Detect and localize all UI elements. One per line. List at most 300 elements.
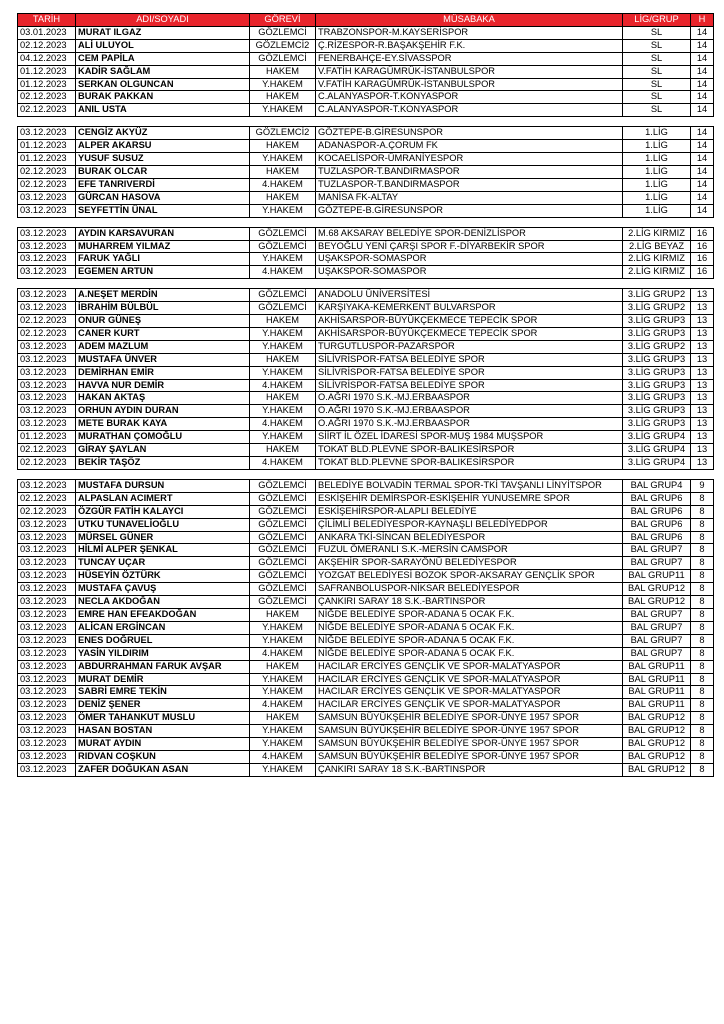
cell-league: BAL GRUP11 (623, 673, 691, 686)
table-row (18, 327, 714, 340)
cell-match: NİĞDE BELEDİYE SPOR-ADANA 5 OCAK F.K. (316, 608, 623, 621)
cell-match: ANKARA TKİ-SİNCAN BELEDİYESPOR (316, 531, 623, 544)
cell-date: 02.12.2023 (18, 104, 76, 117)
cell-league: 3.LİG GRUP3 (623, 418, 691, 431)
table-body (18, 26, 714, 776)
cell-league: BAL GRUP6 (623, 505, 691, 518)
cell-role: GÖZLEMCİ (250, 596, 316, 609)
cell-league: BAL GRUP11 (623, 570, 691, 583)
cell-role: HAKEM (250, 191, 316, 204)
cell-h: 13 (691, 418, 714, 431)
cell-match: ÇİLİMLİ BELEDİYESPOR-KAYNAŞLI BELEDİYEDPOR (316, 518, 623, 531)
cell-date: 03.12.2023 (18, 647, 76, 660)
cell-date: 03.12.2023 (18, 366, 76, 379)
separator-cell (18, 469, 714, 479)
cell-match: GÖZTEPE-B.GİRESUNSPOR (316, 127, 623, 140)
cell-role: 4.HAKEM (250, 379, 316, 392)
cell-match: KOCAELİSPOR-ÜMRANİYESPOR (316, 153, 623, 166)
cell-name: İBRAHİM BÜLBÜL (76, 302, 250, 315)
cell-role: 4.HAKEM (250, 266, 316, 279)
cell-league: SL (623, 52, 691, 65)
cell-date: 03.12.2023 (18, 531, 76, 544)
cell-name: HAKAN AKTAŞ (76, 392, 250, 405)
cell-h: 16 (691, 227, 714, 240)
separator-cell (18, 117, 714, 127)
cell-league: 3.LİG GRUP2 (623, 289, 691, 302)
cell-match: HACILAR ERCİYES GENÇLİK VE SPOR-MALATYASPOR (316, 673, 623, 686)
cell-role: GÖZLEMCİ (250, 227, 316, 240)
cell-role: HAKEM (250, 165, 316, 178)
cell-date: 02.12.2023 (18, 505, 76, 518)
cell-name: HAVVA NUR DEMİR (76, 379, 250, 392)
table-row (18, 479, 714, 492)
cell-league: 3.LİG GRUP4 (623, 444, 691, 457)
cell-role: GÖZLEMCİ (250, 240, 316, 253)
cell-name: ONUR GÜNEŞ (76, 315, 250, 328)
group-separator (18, 117, 714, 127)
cell-role: GÖZLEMCİ (250, 583, 316, 596)
cell-date: 03.12.2023 (18, 725, 76, 738)
cell-match: ESKİŞEHİRSPOR-ALAPLI BELEDİYE (316, 505, 623, 518)
header-role: GÖREVİ (250, 14, 316, 27)
cell-role: Y.HAKEM (250, 340, 316, 353)
cell-h: 8 (691, 621, 714, 634)
cell-h: 8 (691, 712, 714, 725)
cell-role: GÖZLEMCİ (250, 289, 316, 302)
cell-name: ADEM MAZLUM (76, 340, 250, 353)
table-row (18, 266, 714, 279)
cell-match: NİĞDE BELEDİYE SPOR-ADANA 5 OCAK F.K. (316, 634, 623, 647)
cell-name: CENGİZ AKYÜZ (76, 127, 250, 140)
cell-league: SL (623, 65, 691, 78)
cell-role: HAKEM (250, 140, 316, 153)
cell-date: 03.12.2023 (18, 570, 76, 583)
cell-h: 14 (691, 104, 714, 117)
cell-date: 03.12.2023 (18, 763, 76, 776)
table-row (18, 39, 714, 52)
cell-name: DEMİRHAN EMİR (76, 366, 250, 379)
cell-h: 13 (691, 353, 714, 366)
cell-match: O.AĞRI 1970 S.K.-MJ.ERBAASPOR (316, 405, 623, 418)
cell-league: 2.LİG KIRMIZ (623, 253, 691, 266)
table-row (18, 289, 714, 302)
cell-league: BAL GRUP12 (623, 763, 691, 776)
table-row (18, 392, 714, 405)
cell-role: HAKEM (250, 660, 316, 673)
cell-league: 3.LİG GRUP2 (623, 340, 691, 353)
cell-role: Y.HAKEM (250, 153, 316, 166)
cell-name: MUSTAFA ÜNVER (76, 353, 250, 366)
assignment-sheet (17, 13, 713, 777)
cell-match: SAFRANBOLUSPOR-NİKSAR BELEDİYESPOR (316, 583, 623, 596)
table-row (18, 204, 714, 217)
cell-match: KARŞIYAKA-KEMERKENT BULVARSPOR (316, 302, 623, 315)
cell-match: V.FATİH KARAGÜMRÜK-İSTANBULSPOR (316, 65, 623, 78)
cell-name: A.NEŞET MERDİN (76, 289, 250, 302)
cell-name: TUNCAY UÇAR (76, 557, 250, 570)
cell-role: Y.HAKEM (250, 366, 316, 379)
cell-name: ALPASLAN ACIMERT (76, 492, 250, 505)
cell-league: BAL GRUP12 (623, 725, 691, 738)
cell-h: 13 (691, 327, 714, 340)
cell-name: SEYFETTİN ÜNAL (76, 204, 250, 217)
cell-date: 03.12.2023 (18, 583, 76, 596)
cell-role: Y.HAKEM (250, 104, 316, 117)
table-row (18, 379, 714, 392)
cell-name: ANIL USTA (76, 104, 250, 117)
cell-role: GÖZLEMCİ (250, 570, 316, 583)
table-row (18, 353, 714, 366)
cell-league: 3.LİG GRUP2 (623, 302, 691, 315)
table-row (18, 544, 714, 557)
table-row (18, 518, 714, 531)
cell-match: SAMSUN BÜYÜKŞEHİR BELEDİYE SPOR-ÜNYE 1957 SPOR (316, 750, 623, 763)
cell-match: FUZUL ÖMERANLI S.K.-MERSİN CAMSPOR (316, 544, 623, 557)
cell-h: 8 (691, 660, 714, 673)
cell-name: SERKAN OLGUNCAN (76, 78, 250, 91)
cell-role: HAKEM (250, 392, 316, 405)
cell-league: SL (623, 78, 691, 91)
cell-name: SABRİ EMRE TEKİN (76, 686, 250, 699)
assignment-table (17, 13, 714, 777)
table-row (18, 78, 714, 91)
cell-name: HİLMİ ALPER ŞENKAL (76, 544, 250, 557)
table-row (18, 52, 714, 65)
cell-league: BAL GRUP12 (623, 712, 691, 725)
cell-match: C.ALANYASPOR-T.KONYASPOR (316, 104, 623, 117)
cell-h: 13 (691, 340, 714, 353)
cell-date: 02.12.2023 (18, 457, 76, 470)
header-league: LİG/GRUP (623, 14, 691, 27)
cell-h: 8 (691, 738, 714, 751)
cell-league: SL (623, 104, 691, 117)
group-separator (18, 279, 714, 289)
cell-date: 03.12.2023 (18, 191, 76, 204)
cell-name: ALİ ULUYOL (76, 39, 250, 52)
cell-match: ÇANKIRI SARAY 18 S.K.-BARTINSPOR (316, 596, 623, 609)
cell-match: BEYOĞLU YENİ ÇARŞI SPOR F.-DİYARBEKİR SPOR (316, 240, 623, 253)
cell-name: METE BURAK KAYA (76, 418, 250, 431)
cell-match: NİĞDE BELEDİYE SPOR-ADANA 5 OCAK F.K. (316, 621, 623, 634)
cell-date: 03.12.2023 (18, 634, 76, 647)
cell-h: 14 (691, 153, 714, 166)
cell-h: 14 (691, 78, 714, 91)
cell-date: 03.01.2023 (18, 26, 76, 39)
cell-role: GÖZLEMCİ2 (250, 127, 316, 140)
cell-date: 03.12.2023 (18, 353, 76, 366)
cell-league: BAL GRUP11 (623, 686, 691, 699)
cell-role: Y.HAKEM (250, 253, 316, 266)
cell-name: ÖMER TAHANKUT MUSLU (76, 712, 250, 725)
cell-date: 03.12.2023 (18, 608, 76, 621)
cell-name: UTKU TUNAVELİOĞLU (76, 518, 250, 531)
cell-date: 03.12.2023 (18, 289, 76, 302)
cell-league: BAL GRUP11 (623, 699, 691, 712)
cell-match: GÖZTEPE-B.GİRESUNSPOR (316, 204, 623, 217)
cell-league: BAL GRUP6 (623, 531, 691, 544)
cell-match: SAMSUN BÜYÜKŞEHİR BELEDİYE SPOR-ÜNYE 1957 SPOR (316, 712, 623, 725)
cell-role: GÖZLEMCİ (250, 52, 316, 65)
table-row (18, 227, 714, 240)
cell-name: GÜRCAN HASOVA (76, 191, 250, 204)
cell-h: 8 (691, 570, 714, 583)
cell-role: Y.HAKEM (250, 634, 316, 647)
cell-name: KADİR SAĞLAM (76, 65, 250, 78)
cell-date: 03.12.2023 (18, 392, 76, 405)
cell-league: 3.LİG GRUP3 (623, 379, 691, 392)
table-row (18, 302, 714, 315)
cell-role: Y.HAKEM (250, 78, 316, 91)
cell-role: HAKEM (250, 353, 316, 366)
cell-league: BAL GRUP7 (623, 647, 691, 660)
cell-h: 13 (691, 379, 714, 392)
table-row (18, 557, 714, 570)
cell-league: BAL GRUP11 (623, 660, 691, 673)
cell-match: UŞAKSPOR-SOMASPOR (316, 266, 623, 279)
table-row (18, 712, 714, 725)
header-name: ADI/SOYADI (76, 14, 250, 27)
cell-h: 14 (691, 39, 714, 52)
cell-role: GÖZLEMCİ (250, 492, 316, 505)
cell-league: 3.LİG GRUP3 (623, 392, 691, 405)
separator-cell (18, 279, 714, 289)
cell-h: 8 (691, 634, 714, 647)
table-row (18, 315, 714, 328)
cell-match: TOKAT BLD.PLEVNE SPOR-BALIKESİRSPOR (316, 457, 623, 470)
table-row (18, 763, 714, 776)
cell-date: 03.12.2023 (18, 266, 76, 279)
cell-match: TOKAT BLD.PLEVNE SPOR-BALIKESİRSPOR (316, 444, 623, 457)
cell-h: 8 (691, 699, 714, 712)
table-row (18, 418, 714, 431)
cell-name: BURAK OLCAR (76, 165, 250, 178)
cell-date: 03.12.2023 (18, 621, 76, 634)
cell-name: RIDVAN COŞKUN (76, 750, 250, 763)
cell-league: BAL GRUP12 (623, 738, 691, 751)
cell-h: 13 (691, 302, 714, 315)
table-row (18, 153, 714, 166)
cell-h: 8 (691, 673, 714, 686)
cell-name: ALİCAN ERGİNCAN (76, 621, 250, 634)
cell-date: 02.12.2023 (18, 327, 76, 340)
cell-match: C.ALANYASPOR-T.KONYASPOR (316, 91, 623, 104)
cell-date: 03.12.2023 (18, 660, 76, 673)
table-row (18, 340, 714, 353)
cell-h: 14 (691, 204, 714, 217)
table-row (18, 104, 714, 117)
cell-match: V.FATİH KARAGÜMRÜK-İSTANBULSPOR (316, 78, 623, 91)
cell-role: GÖZLEMCİ (250, 544, 316, 557)
cell-date: 03.12.2023 (18, 379, 76, 392)
cell-match: TURGUTLUSPOR-PAZARSPOR (316, 340, 623, 353)
table-row (18, 178, 714, 191)
cell-name: CANER KURT (76, 327, 250, 340)
cell-h: 8 (691, 544, 714, 557)
cell-match: ANADOLU ÜNİVERSİTESİ (316, 289, 623, 302)
cell-date: 03.12.2023 (18, 750, 76, 763)
table-row (18, 583, 714, 596)
cell-league: 3.LİG GRUP3 (623, 327, 691, 340)
cell-date: 01.12.2023 (18, 153, 76, 166)
cell-role: Y.HAKEM (250, 431, 316, 444)
cell-name: MUSTAFA DURSUN (76, 479, 250, 492)
cell-match: SAMSUN BÜYÜKŞEHİR BELEDİYE SPOR-ÜNYE 1957 SPOR (316, 725, 623, 738)
cell-role: Y.HAKEM (250, 327, 316, 340)
cell-h: 8 (691, 608, 714, 621)
cell-name: MUHARREM YILMAZ (76, 240, 250, 253)
cell-date: 03.12.2023 (18, 686, 76, 699)
table-row (18, 366, 714, 379)
cell-role: Y.HAKEM (250, 405, 316, 418)
cell-role: GÖZLEMCİ (250, 26, 316, 39)
cell-league: BAL GRUP12 (623, 596, 691, 609)
cell-match: M.68 AKSARAY BELEDİYE SPOR-DENİZLİSPOR (316, 227, 623, 240)
cell-date: 03.12.2023 (18, 302, 76, 315)
table-row (18, 505, 714, 518)
cell-league: 3.LİG GRUP4 (623, 457, 691, 470)
cell-match: O.AĞRI 1970 S.K.-MJ.ERBAASPOR (316, 392, 623, 405)
table-row (18, 570, 714, 583)
table-row (18, 673, 714, 686)
cell-role: Y.HAKEM (250, 763, 316, 776)
table-row (18, 725, 714, 738)
cell-date: 03.12.2023 (18, 227, 76, 240)
cell-h: 8 (691, 686, 714, 699)
cell-h: 8 (691, 505, 714, 518)
cell-name: EMRE HAN EFEAKDOĞAN (76, 608, 250, 621)
cell-role: 4.HAKEM (250, 699, 316, 712)
cell-role: GÖZLEMCİ (250, 531, 316, 544)
cell-name: CEM PAPİLA (76, 52, 250, 65)
cell-h: 16 (691, 240, 714, 253)
cell-role: HAKEM (250, 65, 316, 78)
cell-date: 01.12.2023 (18, 65, 76, 78)
cell-h: 8 (691, 725, 714, 738)
cell-date: 01.12.2023 (18, 140, 76, 153)
cell-role: 4.HAKEM (250, 418, 316, 431)
cell-league: BAL GRUP4 (623, 479, 691, 492)
cell-league: BAL GRUP7 (623, 608, 691, 621)
cell-date: 02.12.2023 (18, 165, 76, 178)
cell-league: 1.LİG (623, 165, 691, 178)
cell-league: 3.LİG GRUP3 (623, 366, 691, 379)
table-row (18, 686, 714, 699)
cell-match: TRABZONSPOR-M.KAYSERİSPOR (316, 26, 623, 39)
cell-league: 1.LİG (623, 153, 691, 166)
cell-h: 8 (691, 583, 714, 596)
cell-name: ALPER AKARSU (76, 140, 250, 153)
cell-role: 4.HAKEM (250, 457, 316, 470)
group-separator (18, 217, 714, 227)
header-row (18, 14, 714, 27)
table-row (18, 26, 714, 39)
cell-role: Y.HAKEM (250, 673, 316, 686)
table-row (18, 444, 714, 457)
table-row (18, 647, 714, 660)
cell-role: Y.HAKEM (250, 725, 316, 738)
cell-league: 2.LİG KIRMIZ (623, 266, 691, 279)
cell-match: HACILAR ERCİYES GENÇLİK VE SPOR-MALATYASPOR (316, 660, 623, 673)
cell-name: ENES DOĞRUEL (76, 634, 250, 647)
cell-date: 03.12.2023 (18, 596, 76, 609)
cell-h: 8 (691, 763, 714, 776)
cell-h: 8 (691, 596, 714, 609)
cell-match: SİİRT İL ÖZEL İDARESİ SPOR-MUŞ 1984 MUŞSPOR (316, 431, 623, 444)
cell-league: SL (623, 91, 691, 104)
cell-date: 03.12.2023 (18, 340, 76, 353)
cell-league: 1.LİG (623, 140, 691, 153)
cell-league: BAL GRUP7 (623, 557, 691, 570)
cell-h: 14 (691, 65, 714, 78)
cell-match: ESKİŞEHİR DEMİRSPOR-ESKİŞEHİR YUNUSEMRE SPOR (316, 492, 623, 505)
cell-role: 4.HAKEM (250, 750, 316, 763)
cell-match: Ç.RİZESPOR-R.BAŞAKŞEHİR F.K. (316, 39, 623, 52)
cell-name: YUSUF SUSUZ (76, 153, 250, 166)
cell-name: NECLA AKDOĞAN (76, 596, 250, 609)
cell-h: 13 (691, 405, 714, 418)
cell-league: SL (623, 26, 691, 39)
table-row (18, 91, 714, 104)
cell-role: GÖZLEMCİ2 (250, 39, 316, 52)
cell-league: BAL GRUP12 (623, 750, 691, 763)
table-row (18, 492, 714, 505)
table-row (18, 405, 714, 418)
cell-match: TUZLASPOR-T.BANDIRMASPOR (316, 165, 623, 178)
cell-h: 8 (691, 647, 714, 660)
table-row (18, 140, 714, 153)
cell-h: 16 (691, 266, 714, 279)
cell-league: 1.LİG (623, 127, 691, 140)
cell-role: Y.HAKEM (250, 686, 316, 699)
table-row (18, 240, 714, 253)
cell-h: 8 (691, 518, 714, 531)
table-row (18, 253, 714, 266)
cell-league: 1.LİG (623, 178, 691, 191)
cell-h: 8 (691, 492, 714, 505)
cell-h: 8 (691, 557, 714, 570)
cell-match: YOZGAT BELEDİYESİ BOZOK SPOR-AKSARAY GENÇLİK SPOR (316, 570, 623, 583)
table-row (18, 191, 714, 204)
cell-h: 13 (691, 315, 714, 328)
cell-date: 03.12.2023 (18, 479, 76, 492)
cell-league: 1.LİG (623, 204, 691, 217)
cell-name: ORHUN AYDIN DURAN (76, 405, 250, 418)
cell-match: ADANASPOR-A.ÇORUM FK (316, 140, 623, 153)
cell-h: 13 (691, 457, 714, 470)
cell-name: AYDIN KARSAVURAN (76, 227, 250, 240)
cell-role: GÖZLEMCİ (250, 518, 316, 531)
cell-role: HAKEM (250, 608, 316, 621)
cell-match: AKHİSARSPOR-BÜYÜKÇEKMECE TEPECİK SPOR (316, 327, 623, 340)
cell-name: YASİN YILDIRIM (76, 647, 250, 660)
cell-h: 14 (691, 165, 714, 178)
cell-match: NİĞDE BELEDİYE SPOR-ADANA 5 OCAK F.K. (316, 647, 623, 660)
cell-name: EGEMEN ARTUN (76, 266, 250, 279)
cell-date: 03.12.2023 (18, 712, 76, 725)
cell-h: 13 (691, 366, 714, 379)
cell-date: 03.12.2023 (18, 240, 76, 253)
cell-h: 14 (691, 91, 714, 104)
cell-match: FENERBAHÇE-EY.SİVASSPOR (316, 52, 623, 65)
cell-date: 02.12.2023 (18, 492, 76, 505)
cell-match: TUZLASPOR-T.BANDIRMASPOR (316, 178, 623, 191)
table-row (18, 634, 714, 647)
header-match: MÜSABAKA (316, 14, 623, 27)
cell-date: 03.12.2023 (18, 127, 76, 140)
cell-league: BAL GRUP7 (623, 634, 691, 647)
cell-date: 03.12.2023 (18, 418, 76, 431)
cell-name: MURAT DEMİR (76, 673, 250, 686)
